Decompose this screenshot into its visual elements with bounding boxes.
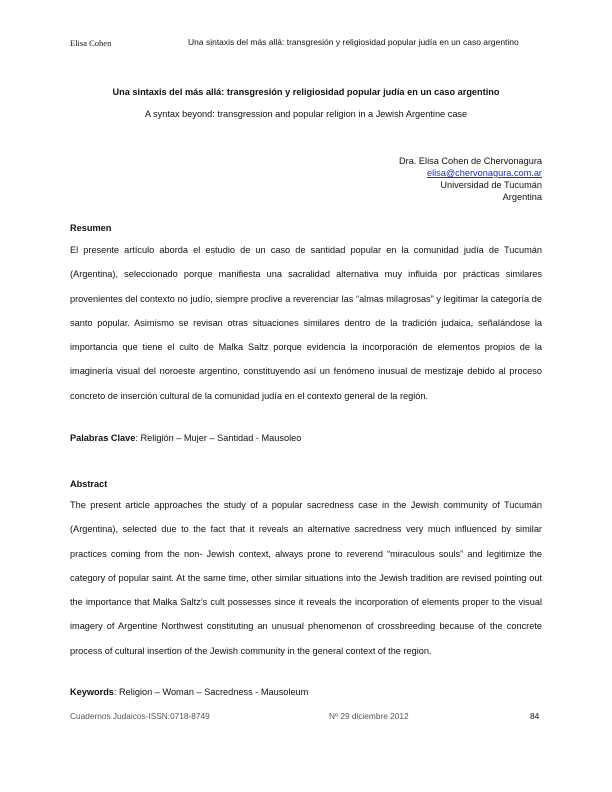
running-header-author: Elisa Cohen: [70, 38, 112, 48]
resumen-text: El presente artículo aborda el estudio de un caso de santidad popular en la comunidad judía de Tucumán (Argentina), seleccionado porque manifiesta una sacralidad alternativa muy influida por prácticas similares provenientes del contexto no judío, siempre proclive a reverenciar las “almas milagrosas” y legitimar la categoría de santo popular. Asimismo se revisan otras situaciones similares dentro de la tradición judaica, señalándose la importancia que tiene el culto de Malka Saltz porque evidencia la incorporación de elementos propios de la imaginería visual del noroeste argentino, constituyendo así un fenómeno inusual de mestizaje debido al proceso concreto de inserción cultural de la comunidad judía en el contexto general de la región.: [70, 245, 542, 401]
resumen-keywords: [70, 433, 542, 443]
keywords-label-es: Palabras Clave: [70, 433, 136, 443]
author-name: Dra. Elisa Cohen de Chervonagura: [399, 156, 542, 166]
author-institution: Universidad de Tucumán: [440, 180, 542, 190]
keywords-label-en: Keywords: [70, 687, 114, 697]
keywords-list-en: : Religion – Woman – Sacredness - Mausoleum: [113, 687, 309, 697]
abstract-keywords: [70, 687, 542, 697]
article-title: Una sintaxis del más allá: transgresión y religiosidad popular judía en un caso argentino: [112, 87, 500, 97]
footer-journal: Cuadernos Judaicos-ISSN:0718-8749: [70, 711, 210, 721]
author-country: Argentina: [502, 192, 542, 202]
article-subtitle: A syntax beyond: transgression and popular religion in a Jewish Argentine case: [144, 109, 468, 119]
running-header-title: Una sintaxis del más allá: transgresión y religiosidad popular judía en un caso argentino: [188, 37, 519, 47]
author-email-link[interactable]: elisa@chervonagura.com.ar: [426, 168, 542, 178]
abstract-text: The present article approaches the study of a popular sacredness case in the Jewish community of Tucumán (Argentina), selected due to the fact that it reveals an alternative sacredness very much influenced by similar practices coming from the non- Jewish context, always prone to reverend “miraculous souls” and legitimize the category of popular saint. At the same time, other similar situations into the Jewish tradition are revised pointing out the importance that Malka Saltz’s cult possesses since it reveals the incorporation of elements proper to the visual imagery of Argentine Northwest constituting an unusual phenomenon of crossbreeding because of the concrete process of cultural insertion of the Jewish community in the general context of the region.: [70, 500, 542, 656]
author-block: [399, 155, 542, 203]
abstract-heading: Abstract: [70, 479, 108, 489]
keywords-list-es: : Religión – Mujer – Santidad - Mausoleo: [135, 433, 302, 443]
footer-issue: Nº 29 diciembre 2012: [329, 711, 409, 721]
resumen-heading: Resumen: [70, 223, 112, 233]
footer-page-number: 84: [530, 711, 540, 721]
